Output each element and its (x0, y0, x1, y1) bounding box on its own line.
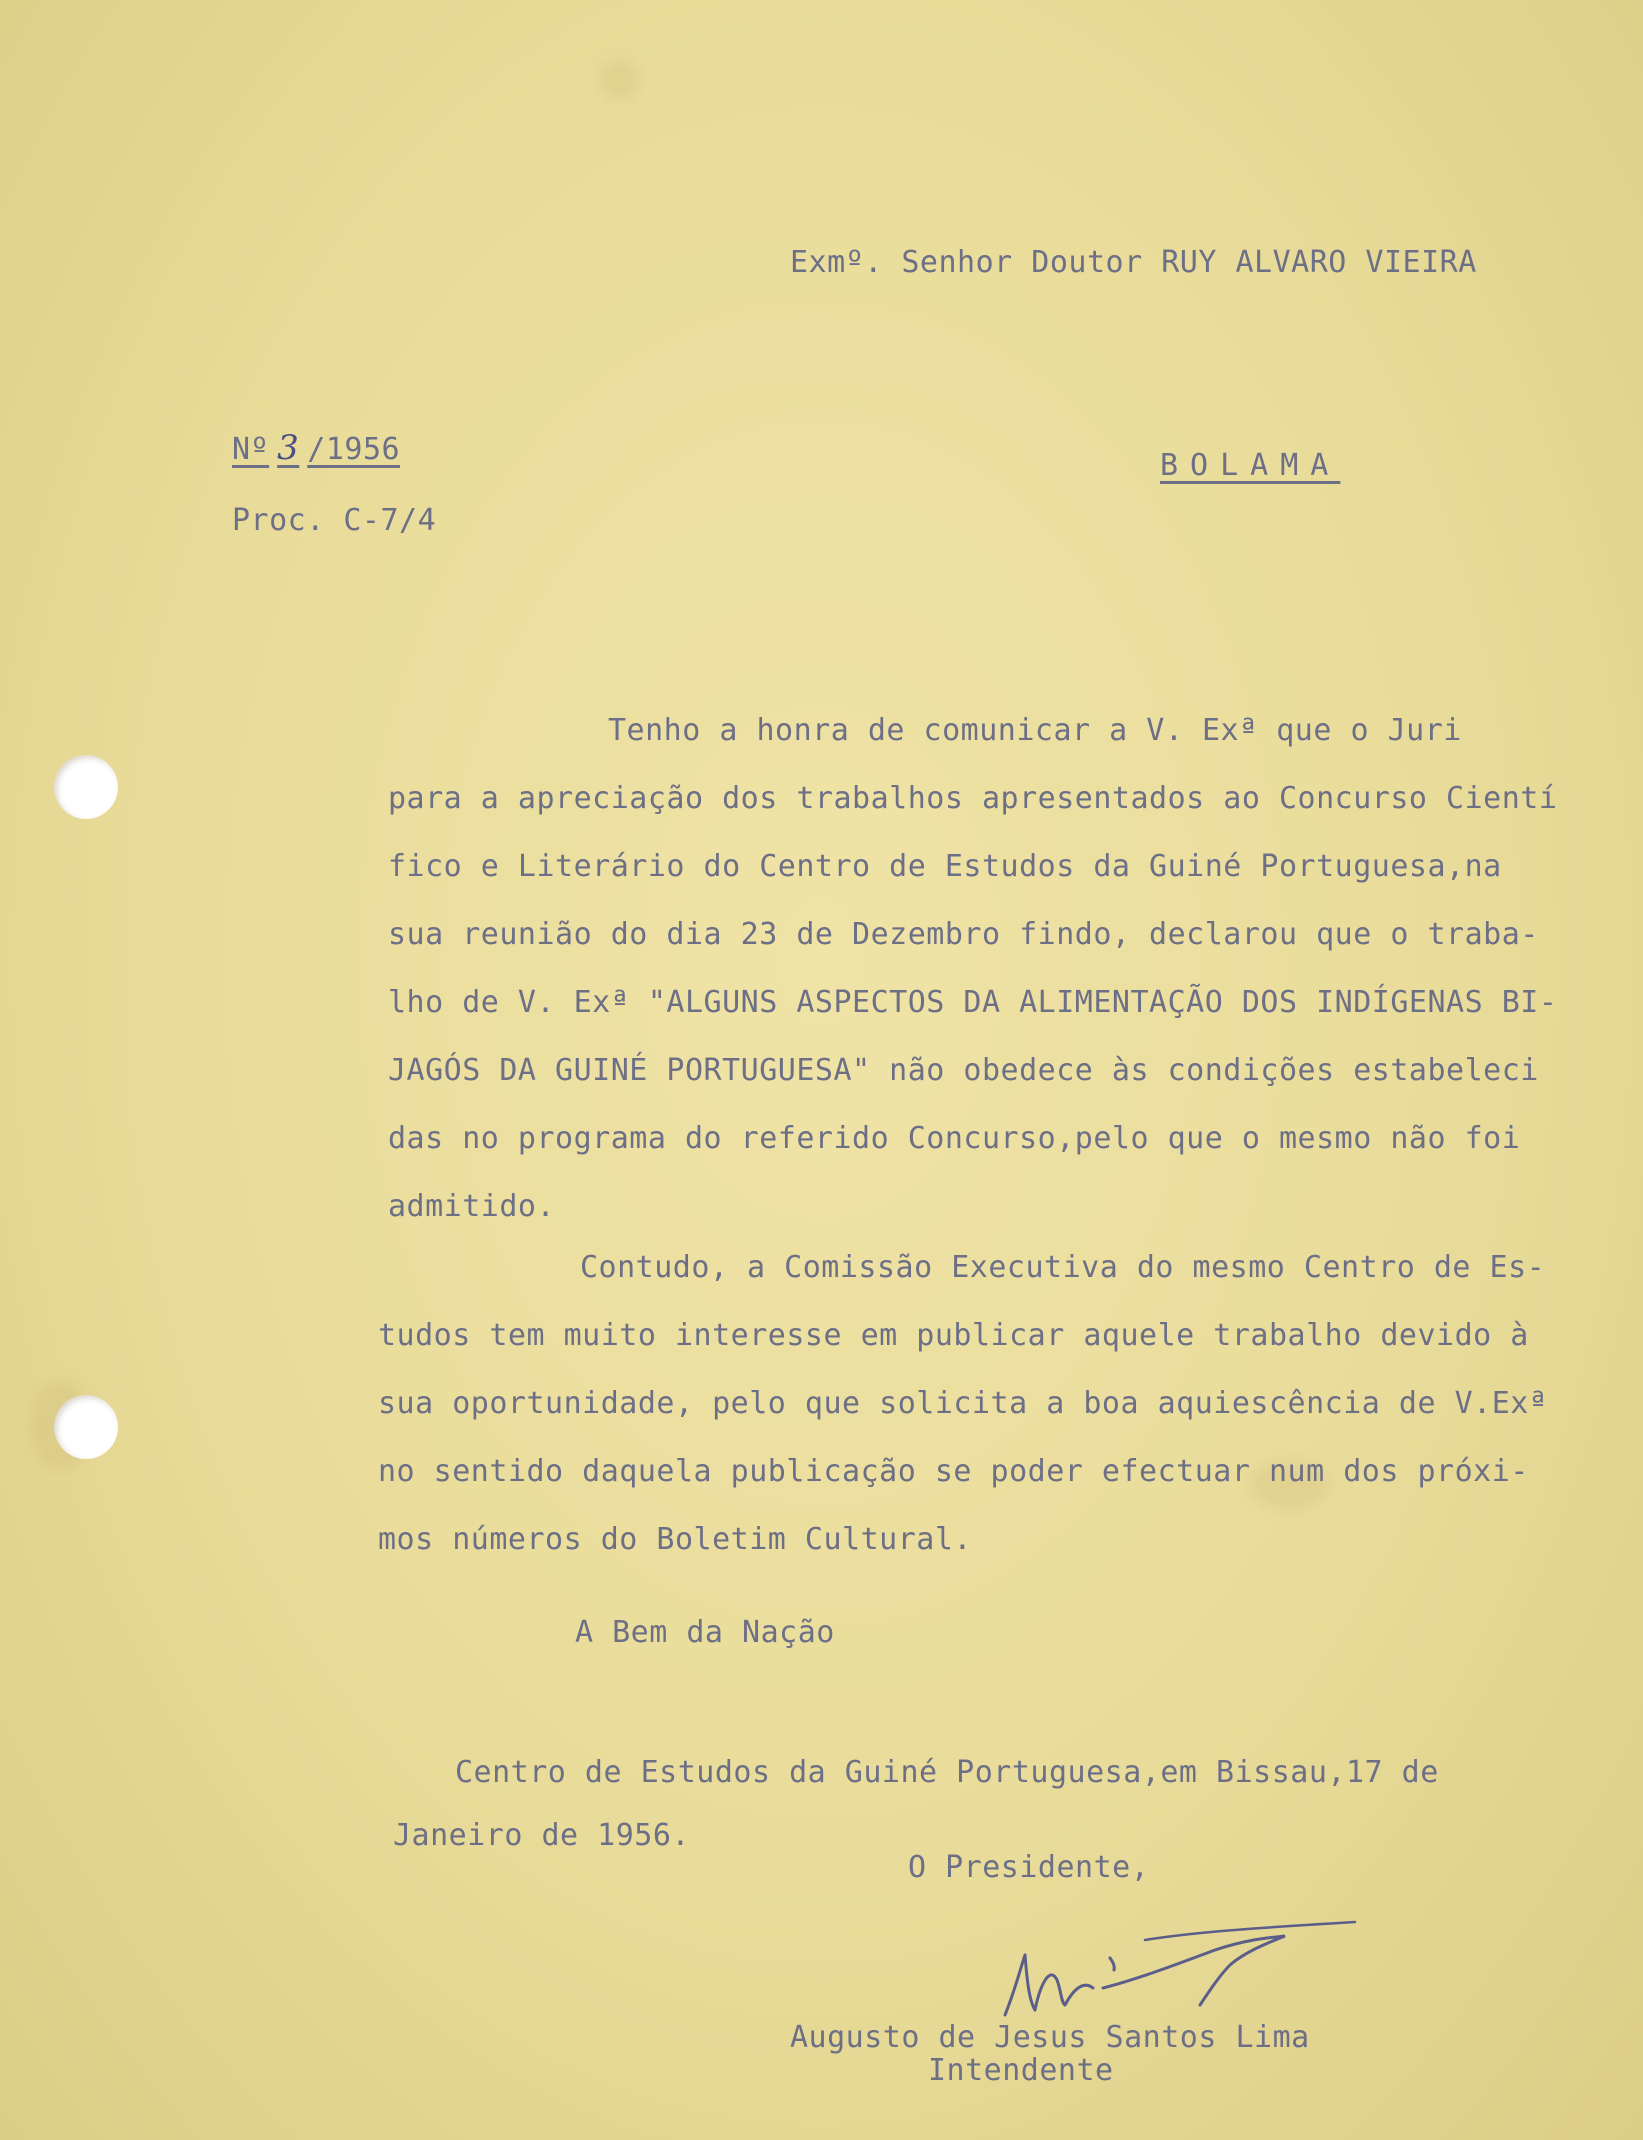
reference-number (232, 428, 400, 468)
handwritten-signature (995, 1910, 1375, 2030)
paragraph1-line: sua reunião do dia 23 de Dezembro findo, declarou que o traba- (388, 917, 1539, 952)
place-date-line: Centro de Estudos da Guiné Portuguesa,em Bissau,17 de (455, 1755, 1439, 1790)
closing-salutation: A Bem da Nação (575, 1615, 835, 1650)
destination: BOLAMA (1160, 448, 1341, 483)
punch-hole-bottom (54, 1395, 118, 1459)
paragraph2-line: mos números do Boletim Cultural. (378, 1522, 972, 1557)
paragraph1-line: das no programa do referido Concurso,pelo que o mesmo não foi (388, 1121, 1521, 1156)
reference-year: /1956 (307, 432, 401, 467)
signatory-title: Intendente (928, 2053, 1114, 2088)
paragraph1-line: lho de V. Exª "ALGUNS ASPECTOS DA ALIMENTAÇÃO DOS INDÍGENAS BI- (388, 985, 1558, 1020)
paragraph2-line: sua oportunidade, pelo que solicita a boa aquiescência de V.Exª (378, 1386, 1548, 1421)
paragraph1-line: fico e Literário do Centro de Estudos da Guiné Portuguesa,na (388, 849, 1502, 884)
paragraph1-line: JAGÓS DA GUINÉ PORTUGUESA" não obedece às condições estabeleci (388, 1053, 1539, 1088)
paragraph1-line: admitido. (388, 1189, 556, 1224)
paragraph1-line: para a apreciação dos trabalhos apresentados ao Concurso Cientí (388, 781, 1558, 816)
signatory-role: O Presidente, (908, 1850, 1150, 1885)
paragraph2-line: tudos tem muito interesse em publicar aquele trabalho devido à (378, 1318, 1529, 1353)
paragraph1-line: Tenho a honra de comunicar a V. Exª que o Juri (608, 713, 1462, 748)
addressee: Exmº. Senhor Doutor RUY ALVARO VIEIRA (790, 245, 1477, 280)
process-reference: Proc. C-7/4 (232, 503, 437, 538)
reference-handwritten-number: 3 (277, 428, 300, 468)
reference-prefix: Nº (232, 432, 270, 467)
paper-stain (600, 60, 640, 100)
paragraph2-line: Contudo, a Comissão Executiva do mesmo Centro de Es- (580, 1250, 1546, 1285)
place-date-line: Janeiro de 1956. (393, 1818, 690, 1853)
paragraph2-line: no sentido daquela publicação se poder efectuar num dos próxi- (378, 1454, 1529, 1489)
punch-hole-top (54, 755, 118, 819)
signatory-name: Augusto de Jesus Santos Lima (790, 2020, 1310, 2055)
